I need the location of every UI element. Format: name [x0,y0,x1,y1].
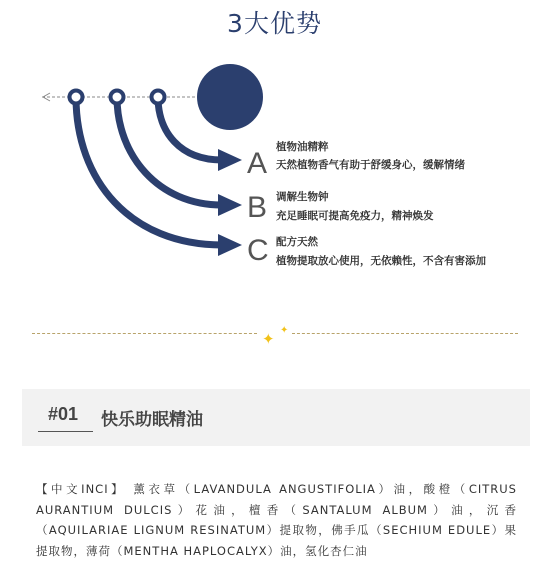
advantage-letter-b: B [247,191,268,224]
divider-left [32,333,257,334]
section-header [22,389,530,446]
arrowhead-a-icon [218,149,242,171]
sparkle-small-icon: ✦ [280,325,289,336]
advantage-title-b: 调解生物钟 [276,191,329,203]
node-ring-a [152,91,165,104]
ingredients-text: 【中文INCI】 薰衣草（LAVANDULA ANGUSTIFOLIA）油，酸橙（CITRUS AURANTIUM DULCIS）花油，檀香（SANTALUM ALBUM）油，沉香（AQUILARIAE LIGNUM RESINATUM）提取物，佛手瓜（SECHIUM EDULE）果提取物，薄荷（MENTHA HAPLOCALYX）油，氢化杏仁油 [36,482,517,558]
page-title: 3大优势 [227,9,322,38]
section-number-underline [38,431,93,432]
divider-right [292,333,518,334]
advantage-title-a: 植物油精粹 [276,141,329,153]
curve-arrow-c [76,97,222,245]
large-circle [197,64,263,130]
sparkle-icon: ✦ [262,330,275,348]
advantage-desc-b: 充足睡眠可提高免疫力，精神焕发 [276,210,434,222]
node-ring-c [70,91,83,104]
arrowhead-b-icon [218,194,242,216]
arrowhead-c-icon [218,234,242,256]
advantage-desc-a: 天然植物香气有助于舒缓身心，缓解情绪 [276,159,465,171]
node-ring-b [111,91,124,104]
section-title: 快乐助眠精油 [101,410,203,430]
advantage-letter-c: C [247,234,269,267]
section-number: #01 [48,404,79,424]
advantage-title-c: 配方天然 [276,236,318,248]
advantage-desc-c: 植物提取放心使用，无依赖性，不含有害添加 [276,255,486,267]
advantage-letter-a: A [247,147,268,180]
